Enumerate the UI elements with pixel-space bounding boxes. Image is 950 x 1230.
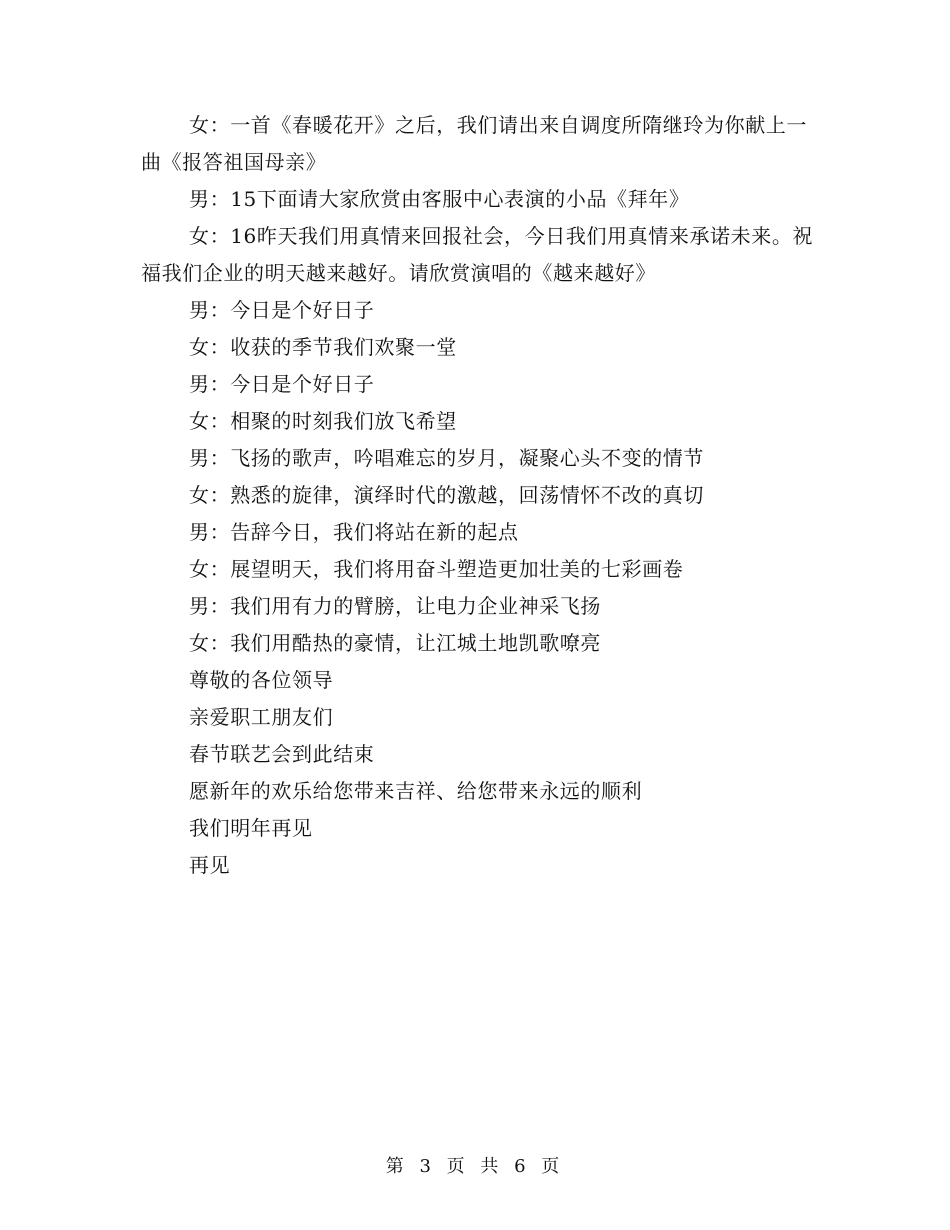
paragraph: 亲爱职工朋友们 — [189, 705, 334, 729]
document-body — [141, 107, 821, 884]
paragraph: 春节联艺会到此结束 — [189, 742, 375, 766]
paragraph: 愿新年的欢乐给您带来吉祥、给您带来永远的顺利 — [189, 779, 643, 803]
paragraph: 女：相聚的时刻我们放飞希望 — [189, 409, 457, 433]
page-footer — [0, 1152, 950, 1178]
paragraph: 尊敬的各位领导 — [189, 668, 334, 692]
paragraph: 女：16昨天我们用真情来回报社会，今日我们用真情来承诺未来。祝福我们企业的明天越来越好。请欣赏演唱的《越来越好》 — [141, 224, 814, 285]
paragraph: 女：熟悉的旋律，演绎时代的激越，回荡情怀不改的真切 — [189, 483, 704, 507]
paragraph: 男：15下面请大家欣赏由客服中心表演的小品《拜年》 — [189, 187, 690, 211]
paragraph: 再见 — [189, 853, 231, 877]
paragraph: 男：今日是个好日子 — [189, 298, 375, 322]
page-number: 第 3 页 共 6 页 — [385, 1156, 565, 1177]
paragraph: 男：飞扬的歌声，吟唱难忘的岁月，凝聚心头不变的情节 — [189, 446, 704, 470]
paragraph: 男：今日是个好日子 — [189, 372, 375, 396]
paragraph: 女：展望明天，我们将用奋斗塑造更加壮美的七彩画卷 — [189, 557, 684, 581]
paragraph: 女：一首《春暖花开》之后，我们请出来自调度所隋继玲为你献上一曲《报答祖国母亲》 — [141, 113, 807, 174]
paragraph: 男：我们用有力的臂膀，让电力企业神采飞扬 — [189, 594, 601, 618]
paragraph: 我们明年再见 — [189, 816, 313, 840]
paragraph: 女：收获的季节我们欢聚一堂 — [189, 335, 457, 359]
paragraph: 女：我们用酷热的豪情，让江城土地凯歌嘹亮 — [189, 631, 601, 655]
paragraph: 男：告辞今日，我们将站在新的起点 — [189, 520, 519, 544]
